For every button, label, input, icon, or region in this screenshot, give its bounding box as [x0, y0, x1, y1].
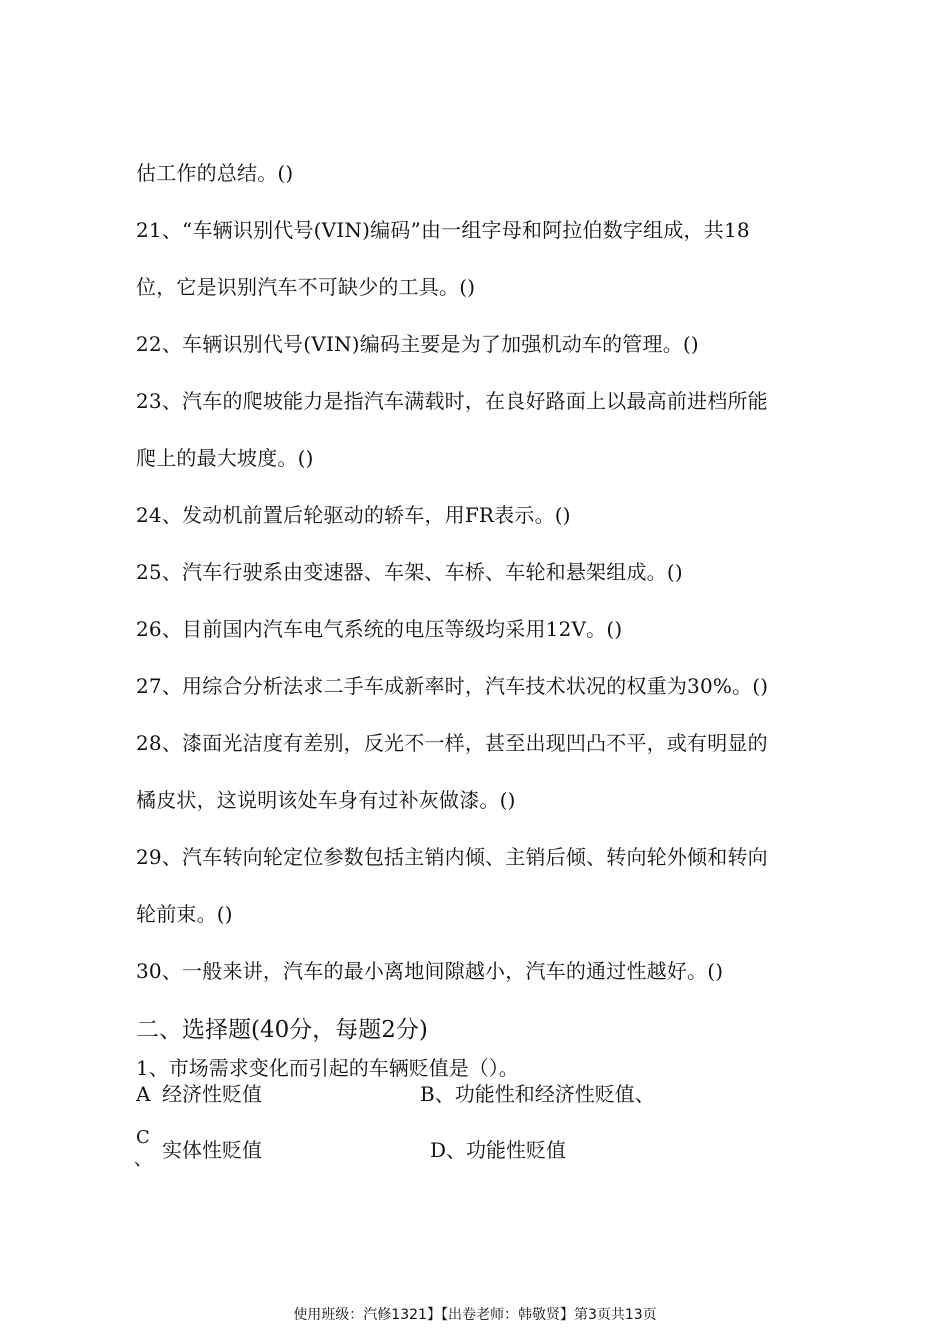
text-line: 估工作的总结。()	[136, 161, 294, 185]
text-line: 橘皮状，这说明该处车身有过补灰做漆。()	[136, 788, 516, 812]
text-line: 23、汽车的爬坡能力是指汽车满载时，在良好路面上以最高前进档所能	[136, 389, 768, 413]
option-c-letter: C	[136, 1127, 150, 1148]
text-line: 位，它是识别汽车不可缺少的工具。()	[136, 275, 476, 299]
option-b-text: B、功能性和经济性贬值、	[420, 1082, 655, 1106]
text-line: 22、车辆识别代号(VIN)编码主要是为了加强机动车的管理。()	[136, 332, 699, 356]
option-c-text: 实体性贬值	[162, 1138, 262, 1162]
text-line: 27、用综合分析法求二手车成新率时，汽车技术状况的权重为30%。()	[136, 674, 769, 698]
question-stem: 1、市场需求变化而引起的车辆贬值是（）。	[136, 1056, 519, 1080]
text-line: 29、汽车转向轮定位参数包括主销内倾、主销后倾、转向轮外倾和转向	[136, 845, 768, 869]
text-line: 30、一般来讲，汽车的最小离地间隙越小，汽车的通过性越好。()	[136, 959, 724, 983]
option-c-mark: 、	[134, 1149, 152, 1170]
text-line: 轮前束。()	[136, 902, 233, 926]
option-a-text: 经济性贬值	[162, 1082, 262, 1106]
text-line: 21、“车辆识别代号(VIN)编码”由一组字母和阿拉伯数字组成，共18	[136, 218, 750, 242]
text-line: 25、汽车行驶系由变速器、车架、车桥、车轮和悬架组成。()	[136, 560, 683, 584]
text-line: 爬上的最大坡度。()	[136, 446, 314, 470]
option-d-text: D、功能性贬值	[430, 1138, 567, 1162]
option-a-letter: A	[136, 1082, 151, 1106]
page-footer: 使用班级：汽修1321】【出卷老师：韩敬贤】第3页共13页	[293, 1307, 657, 1323]
text-line: 24、发动机前置后轮驱动的轿车，用FR表示。()	[136, 503, 571, 527]
text-line: 28、漆面光洁度有差别，反光不一样，甚至出现凹凸不平，或有明显的	[136, 731, 768, 755]
section-heading: 二、选择题(40分，每题2分)	[136, 1017, 428, 1043]
text-line: 26、目前国内汽车电气系统的电压等级均采用12V。()	[136, 617, 623, 641]
